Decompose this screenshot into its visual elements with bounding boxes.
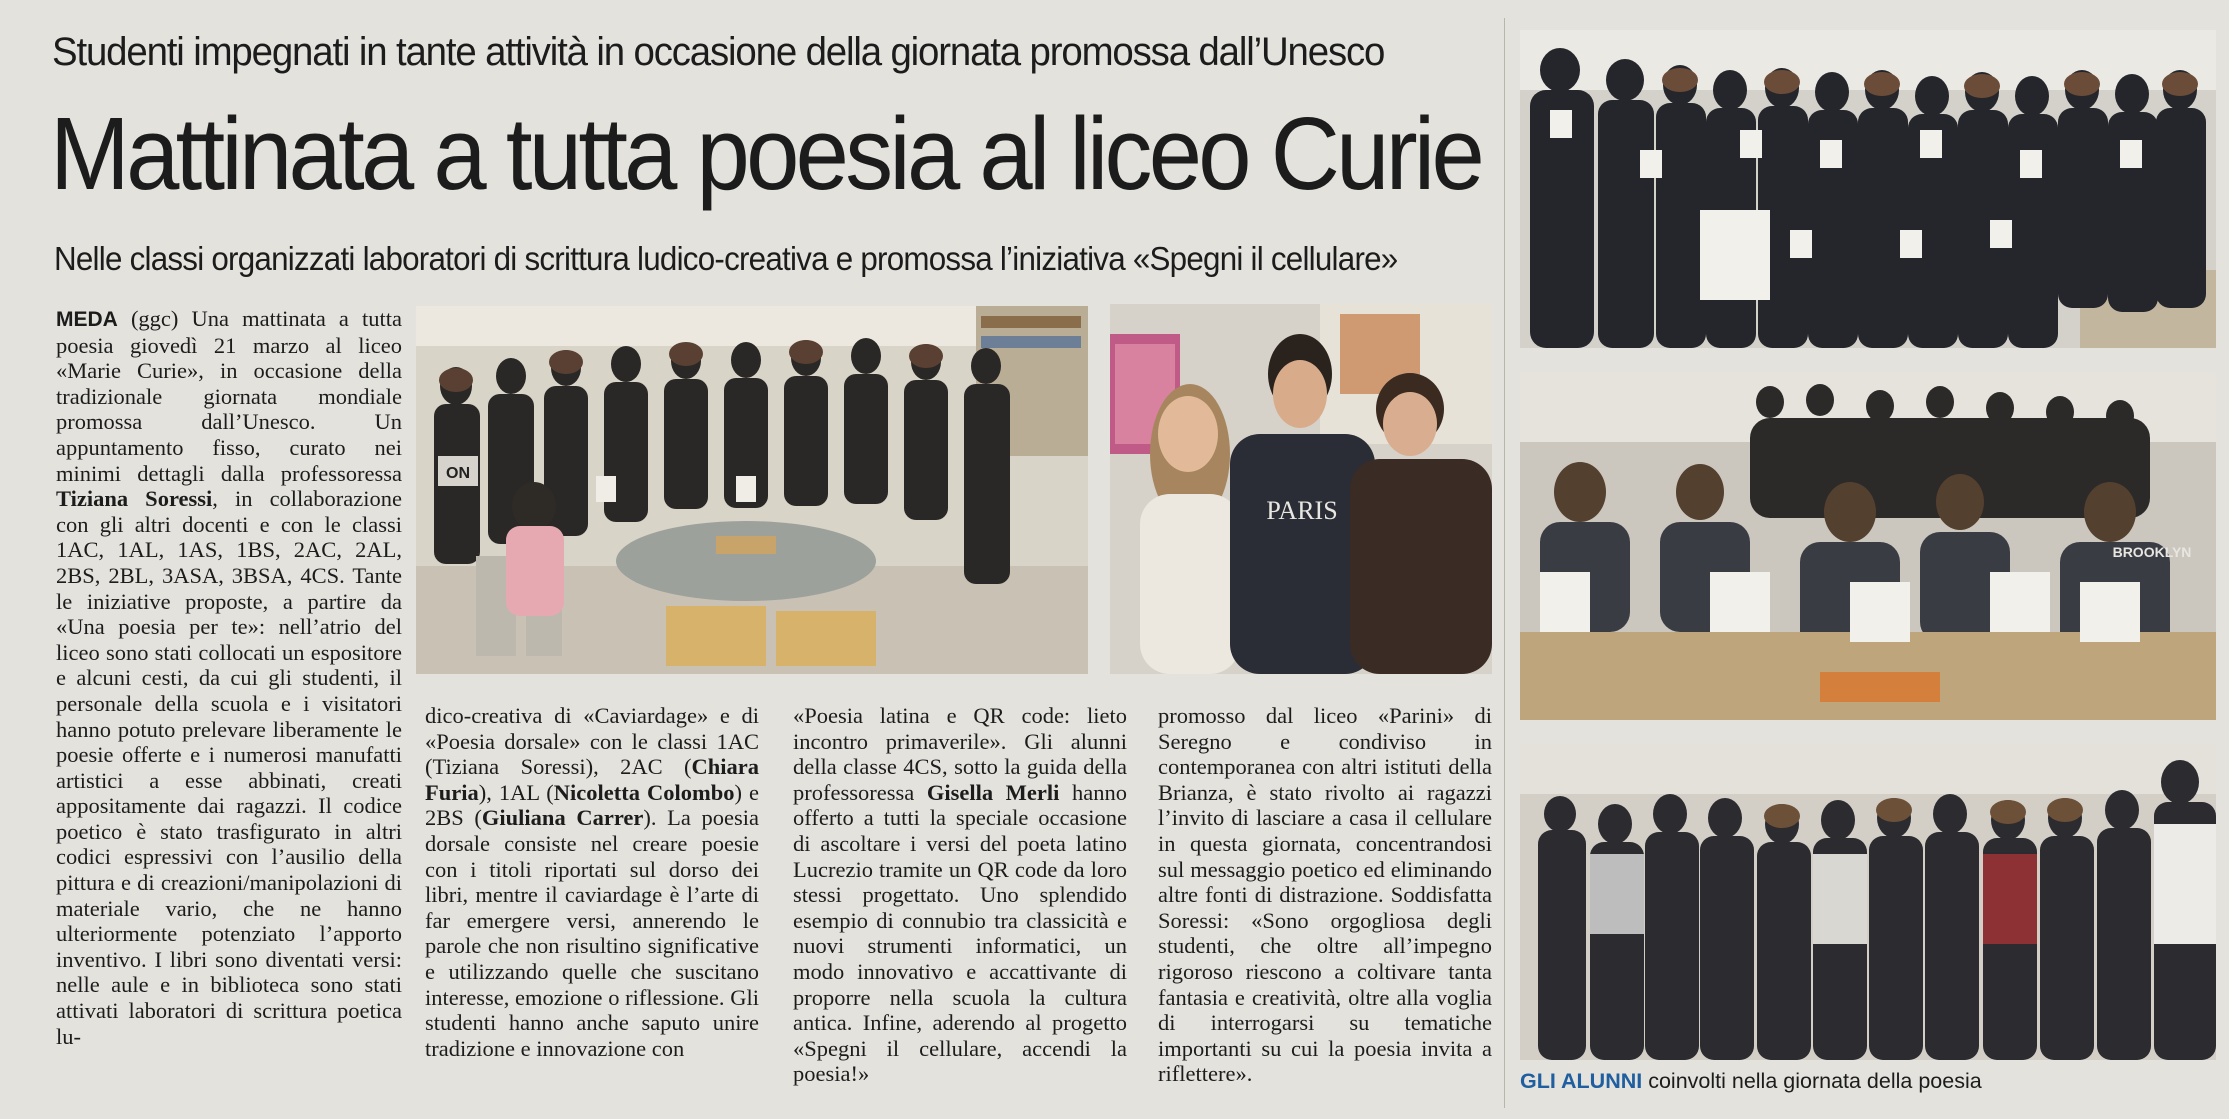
photo-three-students [1110, 304, 1492, 674]
caption-text: coinvolti nella giornata della poesia [1648, 1069, 1982, 1093]
article-title: Mattinata a tutta poesia al liceo Curie [50, 96, 1482, 211]
article-paragraph [1158, 703, 1492, 1087]
photo-library-group [416, 306, 1088, 674]
photo-standing-class [1520, 744, 2216, 1060]
shirt-lettering: BROOKLYN [2112, 544, 2192, 560]
text-run: promosso dal liceo «Parini» di Seregno e condiviso in contemporanea con altri istituti della Brianza, è stato rivolto ai ragazzi l’invito di lasciare a casa il cellulare in questa giornata, concentrandosi sul messaggio poetico ed eliminando altre fonti di distrazione. Soddisfatta Soressi: «Sono orgogliosa degli studenti, che oltre all’impegno rigoroso riescono a coltivare tanta fantasia e creatività, oltre alla voglia di interrogarsi su tematiche importanti su cui la poesia invita a riflettere». [1158, 703, 1492, 1087]
article-paragraph [793, 703, 1127, 1087]
article-column-3 [793, 703, 1127, 1087]
dateline: MEDA [56, 308, 118, 331]
person-name: Nicoletta Colombo [553, 779, 735, 805]
text-run: «Poesia latina e QR code: lieto incontro primaverile». Gli alunni della classe 4CS, sotto la guida della professoressa [793, 703, 1127, 805]
article-column-2 [425, 703, 759, 1061]
person-name: Tiziana Soressi [56, 486, 213, 512]
text-run: dico-creativa di «Caviardage» e di «Poesia dorsale» con le classi 1AC (Tiziana Soressi), 2AC ( [425, 703, 759, 780]
article-column-4 [1158, 703, 1492, 1087]
person-name: Giuliana Carrer [481, 805, 644, 831]
caption-label: GLI ALUNNI [1520, 1069, 1643, 1093]
shirt-lettering: PARIS [1266, 496, 1338, 525]
text-run: ) e 2BS ( [425, 779, 759, 831]
article-kicker: Studenti impegnati in tante attività in occasione della giornata promossa dall’Unesco [52, 30, 1385, 74]
person-name: Chiara Furia [425, 754, 759, 805]
text-run: , in collaborazione con gli altri docenti e con le classi 1AC, 1AL, 1AS, 1BS, 2AC, 2AL, 2BS, 2BL, 3ASA, 3BSA, 4CS. Tante le iniziative proposte, a partire da «Una poesia per te»: nell’atrio del liceo sono stati collocati un espositore e alcuni cesti, da cui gli studenti, il personale della scuola e i visitatori hanno potuto prelevare liberamente le poesie offerte e i numerosi manufatti artistici a esse abbinati, creati appositamente dai ragazzi. Il codice poetico è stato trasfigurato in altri codici espressivi con l’ausilio della pittura e di creazioni/manipolazioni di materiale vario, che ne hanno ulteriormente potenziato l’apporto inventivo. I libri sono diventati versi: nelle aule e in biblioteca sono stati attivati laboratori di scrittura poetica lu- [56, 486, 402, 1049]
article-paragraph [56, 306, 402, 1049]
article-paragraph [425, 703, 759, 1061]
column-rule [1504, 18, 1505, 1108]
photo-classroom-group [1520, 30, 2216, 348]
text-run: (ggc) Una mattinata a tutta poesia giovedì 21 marzo al liceo «Marie Curie», in occasione della tradizionale giornata mondiale promossa dall’Unesco. Un appuntamento fisso, curato nei minimi dettagli dalla professoressa [56, 306, 402, 486]
photo-seated-students [1520, 372, 2216, 720]
text-run: hanno offerto a tutti la speciale occasione di ascoltare i versi del poeta latino Lucrezio tramite un QR code da loro stessi progettato. Uno splendido esempio di connubio tra classicità e nuovi strumenti informatici, un modo innovativo e accattivante di proporre nella scuola la cultura antica. Infine, aderendo al progetto «Spegni il cellulare, accendi la poesia!» [793, 779, 1127, 1087]
photo-caption [1520, 1069, 2220, 1094]
article-subtitle: Nelle classi organizzati laboratori di scrittura ludico-creativa e promossa l’iniziativa «Spegni il cellulare» [54, 240, 1398, 277]
text-run: ), 1AL ( [478, 779, 554, 805]
person-name: Gisella Merli [926, 779, 1060, 805]
text-run: ). La poesia dorsale consiste nel creare poesie con i titoli riportati sul dorso dei libri, mentre il caviardage è l’arte di far emergere versi, annerendo le parole che non risultino significative e utilizzando quelle che suscitano interesse, emozione o riflessione. Gli studenti hanno anche saputo unire tradizione e innovazione con [425, 805, 759, 1061]
article-column-1 [56, 306, 402, 1049]
shirt-lettering: ON [446, 465, 470, 482]
